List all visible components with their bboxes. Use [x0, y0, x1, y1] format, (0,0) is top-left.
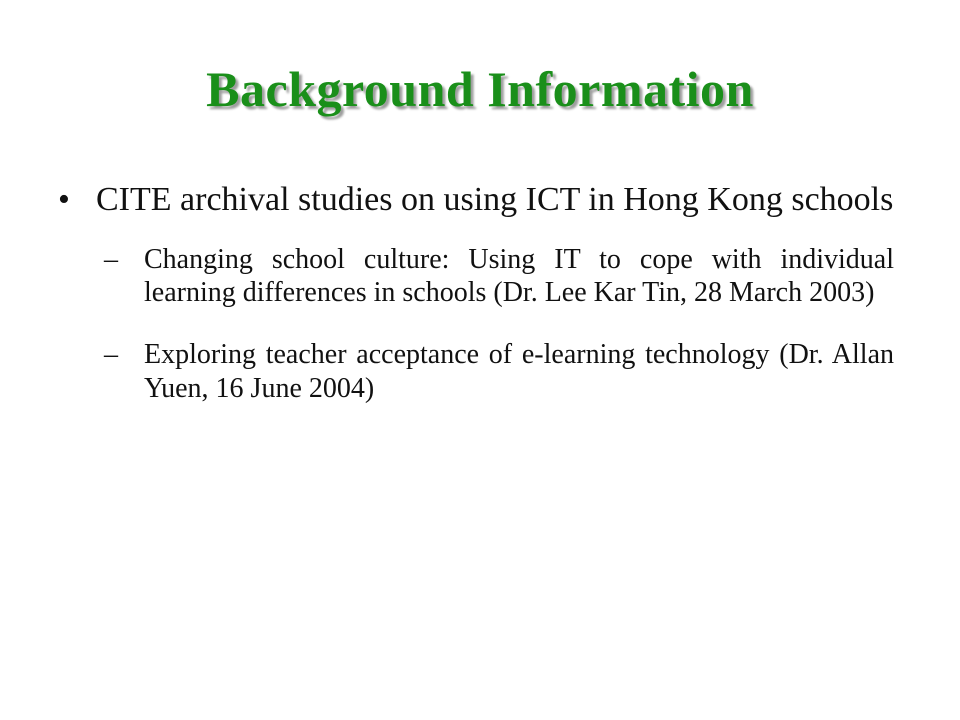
sub-bullet-item: [104, 243, 894, 310]
dash-marker: –: [104, 243, 118, 275]
sub-bullet-text: Changing school culture: Using IT to cope with individual learning differences in schools (Dr. Lee Kar Tin, 28 March 2003): [144, 243, 894, 309]
sub-bullet-text: Exploring teacher acceptance of e-learning technology (Dr. Allan Yuen, 16 June 2004): [144, 338, 894, 404]
bullet-item: [58, 180, 898, 221]
slide-title: Background Information: [206, 61, 754, 117]
bullet-marker: •: [58, 181, 70, 218]
dash-marker: –: [104, 338, 118, 370]
sub-bullet-item: [104, 338, 894, 405]
bullet-text: CITE archival studies on using ICT in Hong Kong schools: [96, 181, 894, 218]
bullet-list: [58, 180, 898, 405]
